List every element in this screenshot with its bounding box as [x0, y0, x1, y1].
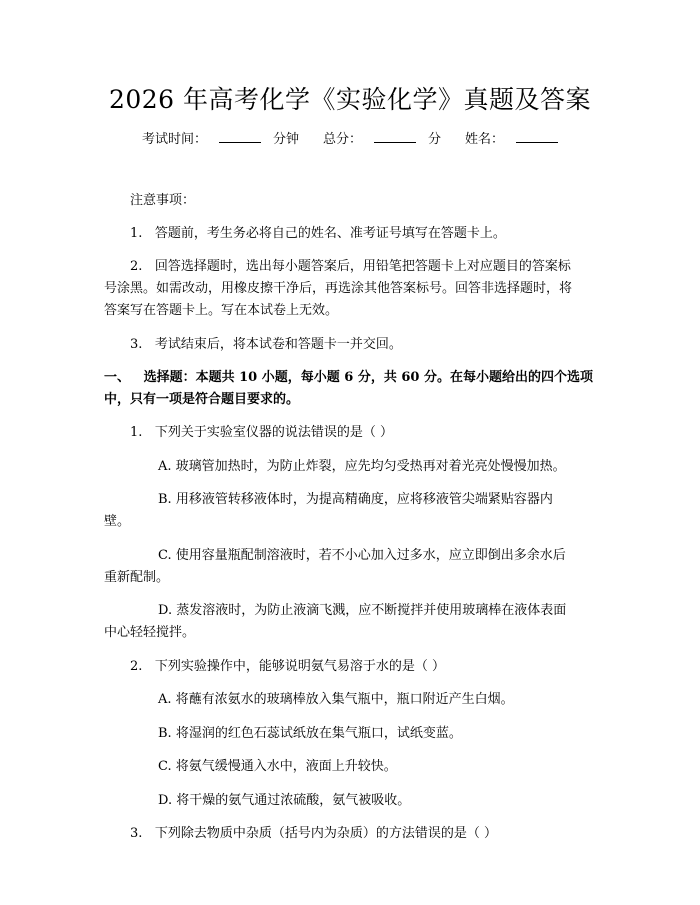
section-text-line1: 选择题：本题共 10 小题，每小题 6 分，共 60 分。在每小题给出的四个选项 — [143, 370, 593, 385]
notice-item-number: 3. — [130, 337, 143, 352]
score-label: 总分： — [322, 132, 362, 147]
notice-heading: 注意事项： — [130, 193, 196, 208]
time-field — [136, 132, 305, 147]
score-unit: 分 — [428, 132, 442, 147]
notice-item-3 — [130, 333, 402, 357]
question-2-option-d: D. 将干燥的氨气通过浓硫酸，氨气被吸收。 — [158, 793, 411, 808]
notice-item-text: 答题前，考生务必将自己的姓名、准考证号填写在答题卡上。 — [154, 226, 506, 241]
notice-item-text: 回答选择题时，选出每小题答案后，用铅笔把答题卡上对应题目的答案标 — [154, 259, 571, 274]
question-text: 下列除去物质中杂质（括号内为杂质）的方法错误的是（ ） — [154, 826, 497, 841]
question-number: 1. — [130, 425, 143, 440]
section-text-line2: 中，只有一项是符合题目要求的。 — [104, 392, 300, 407]
notice-item-text: 考试结束后，将本试卷和答题卡一并交回。 — [154, 337, 402, 352]
name-blank — [516, 130, 558, 143]
question-2-option-c: C. 将氨气缓慢通入水中，液面上升较快。 — [158, 759, 397, 774]
time-blank — [219, 130, 261, 143]
question-1-option-b: B. 用移液管转移液体时，为提高精确度，应将移液管尖端紧贴容器内 — [158, 492, 553, 507]
notice-item-2-cont-1: 号涂黑。如需改动，用橡皮擦干净后，再选涂其他答案标号。回答非选择题时，将 — [104, 281, 573, 296]
name-label: 姓名： — [465, 132, 505, 147]
question-number: 3. — [130, 826, 143, 841]
notice-item-2 — [130, 255, 571, 279]
question-1-option-d-cont: 中心轻轻搅拌。 — [104, 625, 196, 640]
question-1-option-a: A. 玻璃管加热时，为防止炸裂，应先均匀受热再对着光亮处慢慢加热。 — [158, 459, 566, 474]
question-1-option-c: C. 使用容量瓶配制溶液时，若不小心加入过多水，应立即倒出多余水后 — [158, 548, 566, 563]
notice-item-number: 1. — [130, 226, 143, 241]
notice-item-1 — [130, 222, 506, 246]
time-unit: 分钟 — [272, 132, 299, 147]
time-label: 考试时间： — [141, 132, 207, 147]
exam-meta-line — [0, 130, 700, 150]
section-heading — [104, 366, 593, 390]
question-2-option-a: A. 将蘸有浓氨水的玻璃棒放入集气瓶中，瓶口附近产生白烟。 — [158, 692, 514, 707]
question-text: 下列关于实验室仪器的说法错误的是（ ） — [154, 425, 393, 440]
question-2-option-b: B. 将湿润的红色石蕊试纸放在集气瓶口，试纸变蓝。 — [158, 726, 462, 741]
question-1-option-d: D. 蒸发溶液时，为防止液滴飞溅，应不断搅拌并使用玻璃棒在液体表面 — [158, 603, 567, 618]
question-1-option-b-cont: 壁。 — [104, 514, 131, 529]
name-field — [459, 132, 564, 147]
page-title: 2026 年高考化学《实验化学》真题及答案 — [108, 85, 592, 114]
score-blank — [374, 130, 416, 143]
question-3-stem — [130, 822, 497, 846]
question-2-stem — [130, 655, 445, 679]
section-number: 一、 — [104, 370, 131, 385]
notice-item-number: 2. — [130, 259, 143, 274]
score-field — [317, 132, 447, 147]
question-number: 2. — [130, 659, 143, 674]
notice-item-2-cont-2: 答案写在答题卡上。写在本试卷上无效。 — [104, 303, 339, 318]
question-1-stem — [130, 421, 393, 445]
question-text: 下列实验操作中，能够说明氨气易溶于水的是（ ） — [154, 659, 445, 674]
question-1-option-c-cont: 重新配制。 — [104, 570, 170, 585]
